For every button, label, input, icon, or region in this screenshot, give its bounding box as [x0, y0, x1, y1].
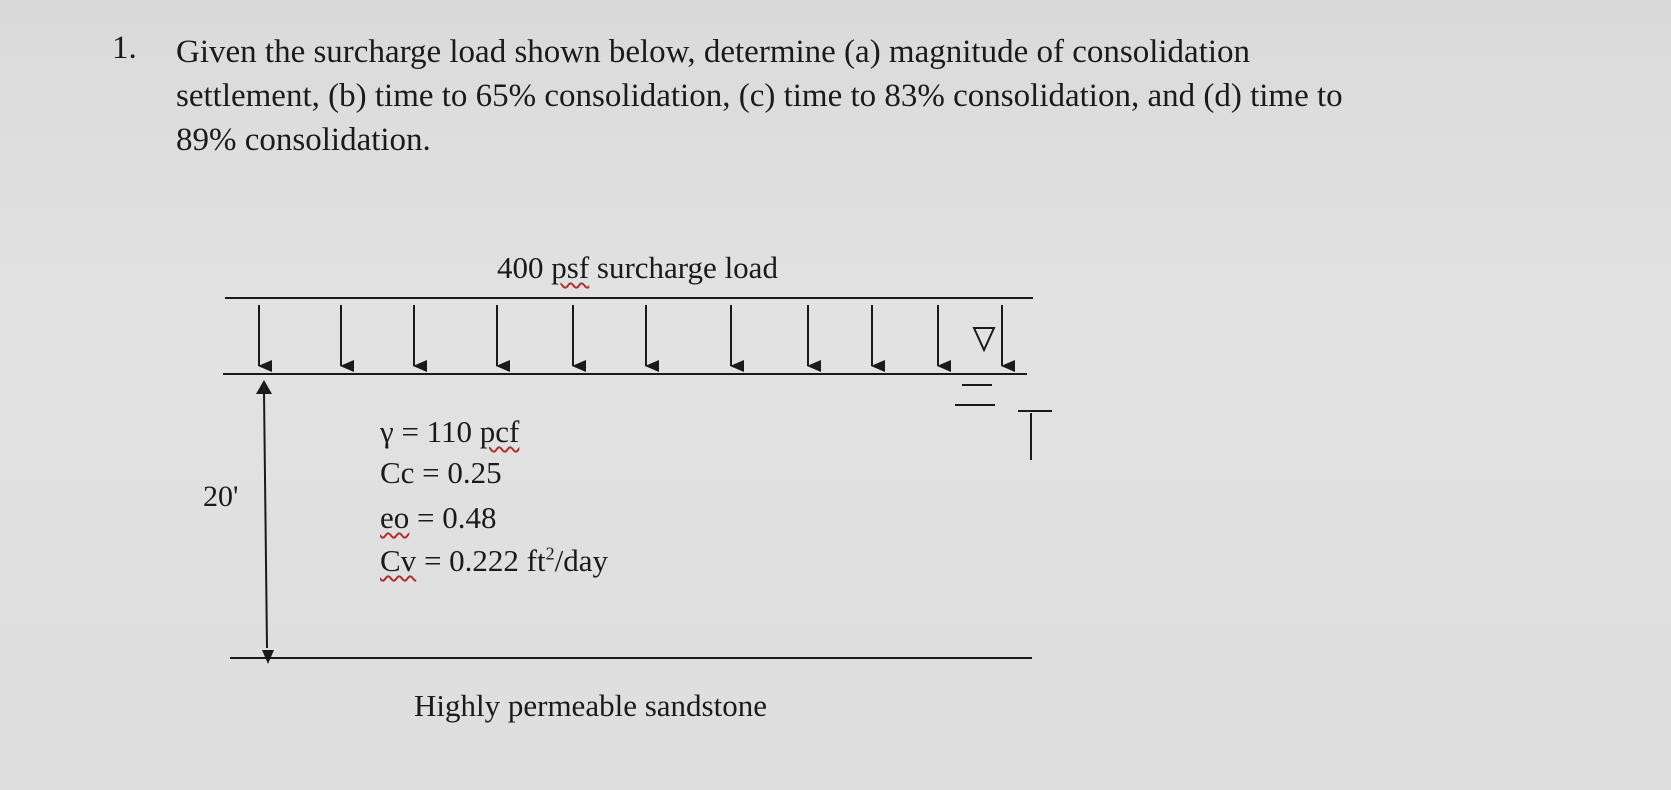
question-line-3: 89% consolidation. — [176, 122, 431, 158]
consolidation-coefficient-label: Cv = 0.222 $ft^2$/day — [380, 543, 608, 578]
question-line-1: Given the surcharge load shown below, determine (a) magnitude of consolidation — [176, 34, 1251, 70]
thickness-dimension-arrow — [256, 380, 274, 664]
sandstone-label: Highly permeable sandstone — [414, 688, 767, 723]
void-ratio-label: eo = 0.48 — [380, 500, 497, 535]
thickness-label: 20' — [203, 480, 239, 513]
question-line-2: settlement, (b) time to 65% consolidation, (c) time to 83% consolidation, and (d) time to — [176, 78, 1343, 114]
load-arrows — [259, 305, 1002, 366]
surcharge-label: 400 psf surcharge load — [497, 250, 778, 285]
question-number: 1. — [112, 30, 137, 66]
compression-index-label: Cc = 0.25 — [380, 455, 502, 490]
unit-weight-label: γ = 110 pcf — [380, 414, 520, 449]
water-table-icon — [955, 328, 1052, 460]
